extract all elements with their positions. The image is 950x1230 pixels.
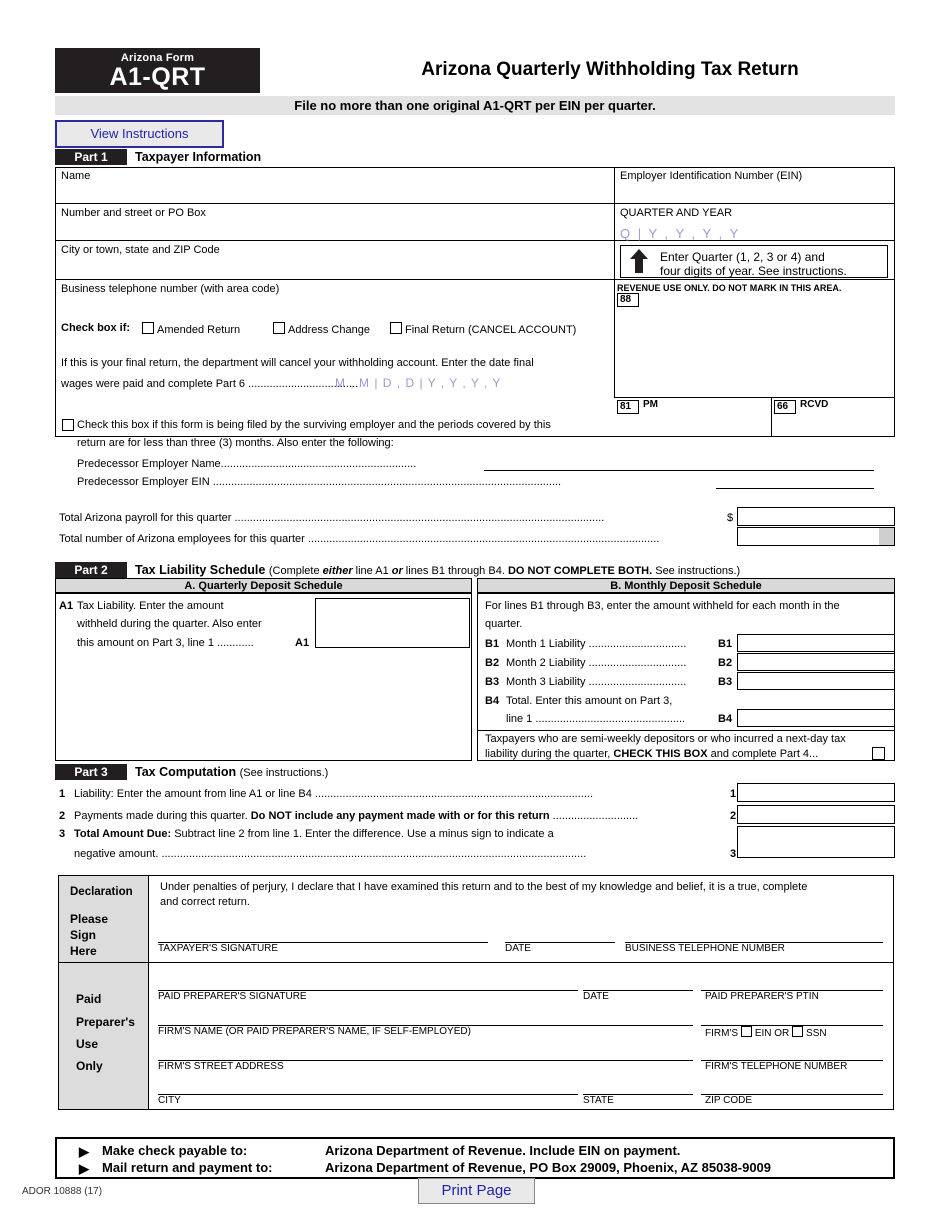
quarter-year-input[interactable]: Q | Y , Y , Y , Y xyxy=(620,226,741,241)
line3-label-a: Total Amount Due: xyxy=(74,828,172,840)
b1-label: Month 1 Liability ................................ xyxy=(506,638,687,650)
firms-street-label: FIRM'S STREET ADDRESS xyxy=(158,1061,284,1072)
pm-rcvd-divider xyxy=(771,397,772,437)
line2-label-b: Do NOT include any payment made with or for this return xyxy=(250,810,550,822)
part2-note-d: See instructions.) xyxy=(652,565,741,577)
row-divider-2 xyxy=(55,240,895,241)
business-phone-label: BUSINESS TELEPHONE NUMBER xyxy=(625,943,785,954)
line1-number-end: 1 xyxy=(730,788,737,800)
ador-number: ADOR 10888 (17) xyxy=(22,1186,103,1197)
row-divider-1 xyxy=(55,203,895,204)
code-88: 88 xyxy=(620,294,632,305)
firms-phone-label: FIRM'S TELEPHONE NUMBER xyxy=(705,1061,848,1072)
declaration-label: Declaration xyxy=(70,886,133,898)
b3-marker-end: B3 xyxy=(718,676,733,688)
a1-line-1: Tax Liability. Enter the amount xyxy=(77,600,224,612)
b3-marker: B3 xyxy=(485,676,500,688)
part2-tag: Part 2 xyxy=(55,562,127,578)
final-return-check[interactable] xyxy=(390,322,576,336)
code-66: 66 xyxy=(777,401,789,412)
revenue-use-label: REVENUE USE ONLY. DO NOT MARK IN THIS AREA. xyxy=(617,283,842,293)
name-label: Name xyxy=(61,170,91,182)
part2-note-b: line A1 xyxy=(352,565,392,577)
total-payroll-input[interactable] xyxy=(737,507,895,526)
quarter-year-label: QUARTER AND YEAR xyxy=(620,207,733,219)
surviving-employer-text-2: return are for less than three (3) months. Also enter the following: xyxy=(77,437,394,449)
city-input[interactable] xyxy=(60,258,608,274)
part2-title xyxy=(135,562,740,578)
address-change-checkbox[interactable] xyxy=(273,322,285,334)
quarter-hint-line2: four digits of year. See instructions. xyxy=(660,264,847,278)
ein-input[interactable] xyxy=(620,185,888,201)
preparer-ptin-label: PAID PREPARER'S PTIN xyxy=(705,991,819,1002)
line2-number-end: 2 xyxy=(730,810,737,822)
b4-input[interactable] xyxy=(737,709,895,727)
line3-label-c: negative amount. ........................................................................................................................................... xyxy=(74,848,587,860)
form-header xyxy=(55,48,895,96)
print-page-button[interactable]: Print Page xyxy=(418,1178,535,1204)
line1-input[interactable] xyxy=(737,783,895,802)
phone-label: Business telephone number (with area code) xyxy=(61,283,280,295)
line2-input[interactable] xyxy=(737,805,895,824)
view-instructions-button[interactable]: View Instructions xyxy=(55,120,224,148)
b4-marker-end: B4 xyxy=(718,713,733,725)
part2-title-text: Tax Liability Schedule xyxy=(135,563,266,577)
footer-value-1: Arizona Department of Revenue. Include EIN on payment. xyxy=(325,1143,681,1158)
total-employees-label: Total number of Arizona employees for this quarter ................................................................................................................... xyxy=(59,533,660,545)
b3-label: Month 3 Liability ................................ xyxy=(506,676,687,688)
b1-input[interactable] xyxy=(737,634,895,652)
declaration-sidebar xyxy=(59,876,148,1109)
part3-title-text: Tax Computation xyxy=(135,765,237,779)
line3-label-b: Subtract line 2 from line 1. Enter the difference. Use a minus sign to indicate a xyxy=(171,828,554,840)
ein-label: Employer Identification Number (EIN) xyxy=(620,170,803,182)
semiweekly-text-2c: and complete Part 4... xyxy=(707,748,819,760)
b4-marker: B4 xyxy=(485,695,500,707)
b2-marker-end: B2 xyxy=(718,657,733,669)
dollar-sign: $ xyxy=(727,512,734,524)
line3-number-end: 3 xyxy=(730,848,737,860)
part3-title xyxy=(135,764,328,780)
a1-amount-input[interactable] xyxy=(315,598,470,648)
part2-note-either: either xyxy=(322,565,353,577)
part2-note-c: lines B1 through B4. xyxy=(402,565,508,577)
a1-line-2: withheld during the quarter. Also enter xyxy=(77,618,262,630)
amended-return-checkbox[interactable] xyxy=(142,322,154,334)
payment-instructions-box xyxy=(55,1137,895,1179)
paid-4: Only xyxy=(76,1059,103,1073)
city-line-input[interactable] xyxy=(158,1094,578,1095)
final-return-text-1: If this is your final return, the department will cancel your withholding account. Enter the date final xyxy=(61,357,534,369)
part1-bar xyxy=(55,149,895,165)
part1-title: Taxpayer Information xyxy=(135,150,262,164)
b3-input[interactable] xyxy=(737,672,895,690)
preparer-divider xyxy=(59,962,894,963)
semiweekly-text-2b: CHECK THIS BOX xyxy=(613,748,708,760)
col-a-header: A. Quarterly Deposit Schedule xyxy=(55,578,472,593)
form-label: Arizona Form xyxy=(120,52,195,64)
surviving-employer-text-1: Check this box if this form is being filed by the surviving employer and the periods covered by this xyxy=(77,419,551,431)
sign-here-1: Please xyxy=(70,912,109,926)
footer-value-2: Arizona Department of Revenue, PO Box 29009, Phoenix, AZ 85038-9009 xyxy=(325,1160,772,1175)
date2-label: DATE xyxy=(583,991,609,1002)
total-employees-shaded xyxy=(879,528,894,545)
amended-return-check[interactable] xyxy=(142,322,240,336)
ein-checkbox[interactable] xyxy=(741,1026,752,1037)
arrow-up-icon xyxy=(628,248,650,274)
predecessor-ein-label: Predecessor Employer EIN .................................................................................................................. xyxy=(77,476,562,488)
amended-return-label: Amended Return xyxy=(157,324,241,336)
line3-label xyxy=(74,828,554,840)
firms-id-label xyxy=(705,1026,827,1039)
city-label: City or town, state and ZIP Code xyxy=(61,244,220,256)
final-return-label: Final Return (CANCEL ACCOUNT) xyxy=(405,324,577,336)
ssn-checkbox[interactable] xyxy=(792,1026,803,1037)
semiweekly-checkbox[interactable] xyxy=(872,747,888,762)
notice-bar: File no more than one original A1-QRT per EIN per quarter. xyxy=(55,96,895,115)
a1-marker-end: A1 xyxy=(295,637,310,649)
firms-label: FIRM'S xyxy=(705,1028,739,1039)
predecessor-name-label: Predecessor Employer Name................................................................ xyxy=(77,458,417,470)
footer-label-1: Make check payable to: xyxy=(102,1143,248,1158)
line1-number: 1 xyxy=(59,788,66,800)
final-return-text-2: wages were paid and complete Part 6 .................................... xyxy=(61,378,359,390)
street-label: Number and street or PO Box xyxy=(61,207,206,219)
form-number-box xyxy=(55,48,260,93)
line2-label-c: ............................ xyxy=(549,810,639,822)
name-input[interactable] xyxy=(60,185,608,201)
sign-here-2: Sign xyxy=(70,928,96,942)
b-intro-1: For lines B1 through B3, enter the amount withheld for each month in the xyxy=(485,600,840,612)
taxpayer-signature-label: TAXPAYER'S SIGNATURE xyxy=(158,943,279,954)
surviving-employer-checkbox[interactable] xyxy=(62,419,76,433)
address-change-label: Address Change xyxy=(288,324,370,336)
line2-number: 2 xyxy=(59,810,66,822)
quarter-hint-line1: Enter Quarter (1, 2, 3 or 4) and xyxy=(660,250,825,264)
paid-3: Use xyxy=(76,1037,99,1051)
b4-label-2: line 1 ................................................. xyxy=(506,713,686,725)
line3-number: 3 xyxy=(59,828,66,840)
b2-input[interactable] xyxy=(737,653,895,671)
city-line-label: CITY xyxy=(158,1095,181,1106)
form-number: A1-QRT xyxy=(109,63,206,91)
part2-note-a: (Complete xyxy=(268,565,323,577)
ein-option-label: EIN OR xyxy=(754,1028,790,1039)
b4-label-1: Total. Enter this amount on Part 3, xyxy=(506,695,673,707)
date1-label: DATE xyxy=(505,943,531,954)
state-label: STATE xyxy=(583,1095,614,1106)
footer-arrow-1: ▶ xyxy=(79,1144,89,1159)
total-employees-input[interactable] xyxy=(737,527,895,546)
part1-tag: Part 1 xyxy=(55,149,127,165)
final-wage-date-input[interactable]: M , M | D , D | Y , Y , Y , Y xyxy=(335,376,502,390)
predecessor-ein-input[interactable] xyxy=(716,488,874,489)
b2-marker: B2 xyxy=(485,657,500,669)
part1-column-divider xyxy=(614,167,615,397)
total-payroll-label: Total Arizona payroll for this quarter ......................................................................................................................... xyxy=(59,512,605,524)
paid-1: Paid xyxy=(76,992,102,1006)
part2-note-or: or xyxy=(391,565,403,577)
part3-tag: Part 3 xyxy=(55,764,127,780)
part2-note-bold: DO NOT COMPLETE BOTH. xyxy=(507,565,653,577)
line3-input[interactable] xyxy=(737,826,895,858)
preparer-signature-label: PAID PREPARER'S SIGNATURE xyxy=(158,991,307,1002)
ssn-option-label: SSN xyxy=(806,1028,827,1039)
firms-name-label: FIRM'S NAME (OR PAID PREPARER'S NAME, IF SELF-EMPLOYED) xyxy=(158,1026,471,1037)
phone-input[interactable] xyxy=(60,297,608,313)
street-input[interactable] xyxy=(60,221,608,237)
row-divider-3 xyxy=(55,279,895,280)
col-b-header: B. Monthly Deposit Schedule xyxy=(477,578,895,593)
semiweekly-text-1: Taxpayers who are semi-weekly depositors or who incurred a next-day tax xyxy=(485,733,846,745)
declaration-sidebar-divider xyxy=(148,876,149,1109)
zip-label: ZIP CODE xyxy=(705,1095,753,1106)
part3-bar xyxy=(55,764,895,780)
semiweekly-divider xyxy=(477,730,895,731)
checkbox-if-label: Check box if: xyxy=(61,322,131,334)
footer-arrow-2: ▶ xyxy=(79,1161,89,1176)
rcvd-label: RCVD xyxy=(800,399,829,410)
b-intro-2: quarter. xyxy=(485,618,523,630)
predecessor-name-input[interactable] xyxy=(484,470,874,471)
page-title: Arizona Quarterly Withholding Tax Return xyxy=(421,59,799,80)
b1-marker: B1 xyxy=(485,638,500,650)
footer-label-2: Mail return and payment to: xyxy=(102,1160,273,1175)
semiweekly-text-2 xyxy=(485,748,818,760)
part2-bar xyxy=(55,562,895,578)
line2-label xyxy=(74,810,638,822)
b2-label: Month 2 Liability ................................ xyxy=(506,657,687,669)
paid-2: Preparer's xyxy=(76,1015,135,1029)
a1-marker: A1 xyxy=(59,600,74,612)
sign-here-3: Here xyxy=(70,944,97,958)
line1-label: Liability: Enter the amount from line A1 or line B4 ........................................................................................... xyxy=(74,788,594,800)
b1-marker-end: B1 xyxy=(718,638,733,650)
declaration-text-1: Under penalties of perjury, I declare that I have examined this return and to the best of my knowledge and belief, it is a true, complete xyxy=(160,881,808,893)
declaration-text-2: and correct return. xyxy=(160,896,250,908)
code-81: 81 xyxy=(620,401,632,412)
address-change-check[interactable] xyxy=(273,322,370,336)
semiweekly-text-2a: liability during the quarter, xyxy=(485,748,614,760)
line2-label-a: Payments made during this quarter. xyxy=(74,810,251,822)
a1-line-3: this amount on Part 3, line 1 ............ xyxy=(77,637,254,649)
pm-label: PM xyxy=(643,399,658,410)
final-return-checkbox[interactable] xyxy=(390,322,402,334)
part3-title-note: (See instructions.) xyxy=(239,767,329,779)
